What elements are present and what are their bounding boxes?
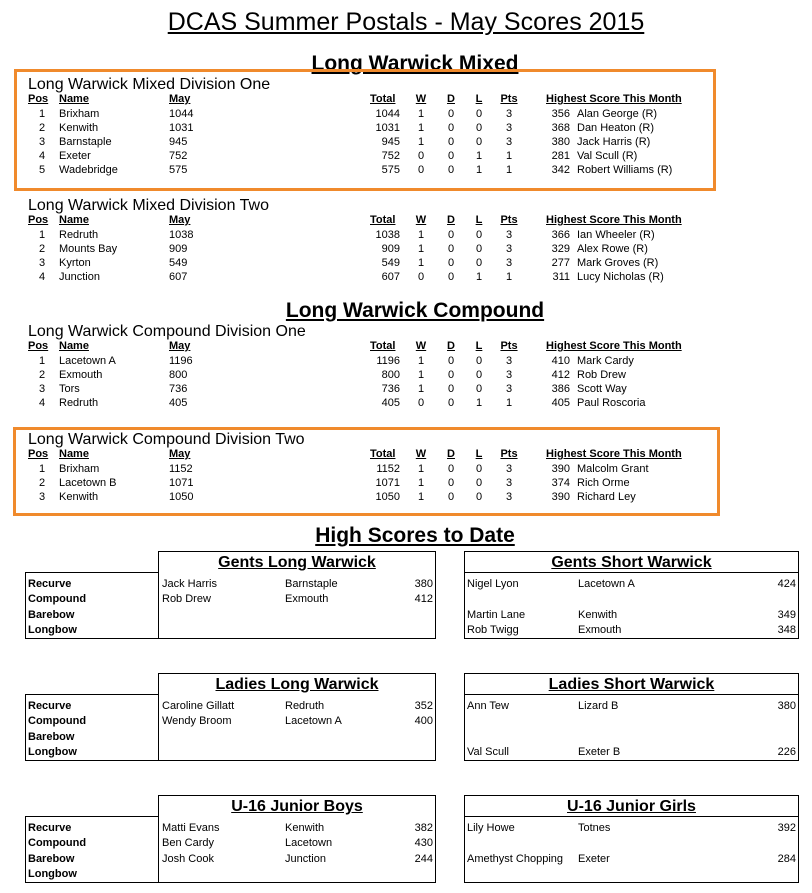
cell-l: 0 <box>475 369 483 381</box>
column-header-w: W <box>415 93 427 105</box>
cell-w: 1 <box>417 243 425 255</box>
division-title: Long Warwick Compound Division One <box>28 323 306 340</box>
bow-label: Compound <box>28 715 87 728</box>
cell-pts: 3 <box>505 491 513 503</box>
cell-w: 1 <box>417 369 425 381</box>
cell-total: 1152 <box>376 463 400 475</box>
cell-total: 736 <box>381 383 400 395</box>
division-table <box>0 76 812 186</box>
archer-score: 352 <box>414 700 433 712</box>
cell-hs: 281 <box>551 150 570 162</box>
column-header-name: Name <box>59 93 89 105</box>
cell-l: 0 <box>475 355 483 367</box>
cell-archer: Alex Rowe (R) <box>577 243 648 255</box>
cell-pts: 1 <box>505 397 513 409</box>
cell-pos: 3 <box>38 136 46 148</box>
archer-score: 400 <box>414 715 433 728</box>
panel-title: Ladies Long Warwick <box>215 676 379 693</box>
cell-l: 0 <box>475 463 483 475</box>
archer-score: 412 <box>414 593 433 606</box>
cell-name: Redruth <box>59 397 99 409</box>
bow-label: Recurve <box>28 700 72 712</box>
archer-score: 284 <box>777 852 796 865</box>
column-header-name: Name <box>59 448 89 460</box>
cell-month: 1050 <box>169 491 194 503</box>
cell-pts: 3 <box>505 463 513 475</box>
cell-name: Redruth <box>59 229 99 241</box>
cell-d: 0 <box>447 257 455 269</box>
cell-l: 1 <box>475 150 483 162</box>
high-score-panel-ladies-short <box>464 673 799 761</box>
column-header-highest: Highest Score This Month <box>546 448 682 460</box>
archer-score: 349 <box>777 608 796 621</box>
high-score-panel-gents-long <box>25 551 436 639</box>
cell-total: 909 <box>381 243 400 255</box>
cell-month: 1031 <box>169 122 194 134</box>
cell-archer: Ian Wheeler (R) <box>577 229 655 241</box>
cell-month: 752 <box>169 150 188 162</box>
archer-score: 430 <box>414 837 433 850</box>
cell-hs: 342 <box>551 164 570 176</box>
column-header-pts: Pts <box>500 93 518 105</box>
cell-w: 1 <box>417 122 425 134</box>
cell-pts: 1 <box>505 271 513 283</box>
cell-pos: 4 <box>38 150 46 162</box>
archer-name: Caroline Gillatt <box>162 700 235 712</box>
panel-divider <box>464 694 799 695</box>
archer-score: 424 <box>777 578 796 590</box>
column-header-d: D <box>447 93 455 105</box>
cell-pos: 2 <box>38 369 46 381</box>
archer-club: Totnes <box>578 822 611 834</box>
column-header-l: L <box>475 340 483 352</box>
cell-total: 1044 <box>375 108 400 120</box>
cell-d: 0 <box>447 397 455 409</box>
cell-pos: 2 <box>38 477 46 489</box>
column-header-pts: Pts <box>500 448 518 460</box>
cell-name: Exmouth <box>59 369 103 381</box>
cell-l: 0 <box>475 257 483 269</box>
archer-club: Barnstaple <box>285 578 338 590</box>
column-header-total: Total <box>370 93 396 105</box>
cell-month: 736 <box>169 383 188 395</box>
section-heading-mixed: Long Warwick Mixed <box>311 52 519 75</box>
cell-l: 0 <box>475 491 483 503</box>
cell-name: Wadebridge <box>59 164 118 176</box>
column-header-l: L <box>475 93 483 105</box>
cell-month: 1152 <box>169 463 193 475</box>
archer-name: Wendy Broom <box>162 715 232 728</box>
cell-w: 1 <box>417 229 425 241</box>
bow-label: Longbow <box>28 623 77 636</box>
cell-d: 0 <box>447 150 455 162</box>
cell-pos: 3 <box>38 491 46 503</box>
cell-total: 752 <box>381 150 400 162</box>
cell-d: 0 <box>447 271 455 283</box>
cell-pts: 1 <box>505 164 513 176</box>
cell-l: 0 <box>475 122 483 134</box>
cell-archer: Mark Cardy <box>577 355 634 367</box>
cell-l: 0 <box>475 136 483 148</box>
cell-pos: 4 <box>38 271 46 283</box>
cell-pos: 3 <box>38 383 46 395</box>
cell-d: 0 <box>447 383 455 395</box>
archer-name: Lily Howe <box>467 822 515 834</box>
column-header-pos: Pos <box>28 340 49 352</box>
division-title: Long Warwick Mixed Division One <box>28 76 271 93</box>
cell-pts: 3 <box>505 383 513 395</box>
cell-d: 0 <box>447 369 455 381</box>
cell-pos: 1 <box>38 463 46 475</box>
cell-l: 1 <box>475 397 483 409</box>
cell-hs: 410 <box>551 355 570 367</box>
archer-name: Amethyst Chopping <box>467 852 563 865</box>
archer-name: Nigel Lyon <box>467 578 519 590</box>
archer-club: Kenwith <box>285 822 325 834</box>
cell-w: 0 <box>417 271 425 283</box>
bow-label: Compound <box>28 837 87 850</box>
cell-month: 1038 <box>169 229 194 241</box>
cell-pts: 3 <box>505 122 513 134</box>
archer-name: Rob Twigg <box>467 623 519 636</box>
archer-name: Ann Tew <box>467 700 509 712</box>
archer-club: Lacetown A <box>578 578 635 590</box>
cell-month: 1196 <box>169 355 193 367</box>
cell-month: 405 <box>169 397 188 409</box>
cell-archer: Rich Orme <box>577 477 630 489</box>
cell-month: 1071 <box>169 477 194 489</box>
cell-pts: 3 <box>505 136 513 148</box>
column-header-d: D <box>447 214 455 226</box>
panel-title: Ladies Short Warwick <box>548 676 715 693</box>
cell-pts: 3 <box>505 108 513 120</box>
cell-w: 1 <box>417 383 425 395</box>
high-score-panel-ladies-long <box>25 673 436 761</box>
cell-hs: 374 <box>551 477 570 489</box>
panel-title: U-16 Junior Girls <box>567 798 696 815</box>
cell-pos: 2 <box>38 243 46 255</box>
column-header-w: W <box>415 214 427 226</box>
cell-hs: 366 <box>551 229 570 241</box>
cell-w: 1 <box>417 257 425 269</box>
column-header-total: Total <box>370 214 396 226</box>
archer-club: Lacetown A <box>285 715 342 728</box>
archer-score: 348 <box>777 623 796 636</box>
cell-month: 607 <box>169 271 188 283</box>
cell-hs: 277 <box>551 257 570 269</box>
panel-divider <box>464 572 799 573</box>
cell-month: 549 <box>169 257 188 269</box>
cell-pos: 2 <box>38 122 46 134</box>
bow-label: Recurve <box>28 578 72 590</box>
division-table <box>0 431 812 511</box>
high-score-panel-junior-girls <box>464 795 799 883</box>
archer-score: 392 <box>777 822 796 834</box>
archer-club: Exmouth <box>285 593 329 606</box>
panel-title: U-16 Junior Boys <box>231 798 363 815</box>
column-header-total: Total <box>370 448 396 460</box>
panel-title: Gents Short Warwick <box>551 554 712 571</box>
column-header-month: May <box>169 93 191 105</box>
column-header-l: L <box>475 448 483 460</box>
division-table <box>0 323 812 413</box>
cell-name: Tors <box>59 383 80 395</box>
column-header-pos: Pos <box>28 448 49 460</box>
cell-total: 1196 <box>376 355 400 367</box>
column-header-d: D <box>447 448 455 460</box>
archer-club: Exeter <box>578 852 610 865</box>
cell-archer: Val Scull (R) <box>577 150 638 162</box>
bow-label: Barebow <box>28 608 75 621</box>
column-header-month: May <box>169 340 191 352</box>
cell-archer: Alan George (R) <box>577 108 658 120</box>
panel-title: Gents Long Warwick <box>218 554 376 571</box>
cell-month: 1044 <box>169 108 194 120</box>
cell-month: 909 <box>169 243 188 255</box>
cell-name: Exeter <box>59 150 91 162</box>
bow-label: Longbow <box>28 745 77 758</box>
cell-pts: 1 <box>505 150 513 162</box>
page-title: DCAS Summer Postals - May Scores 2015 <box>167 8 645 36</box>
cell-name: Junction <box>59 271 100 283</box>
archer-name: Matti Evans <box>162 822 220 834</box>
archer-name: Ben Cardy <box>162 837 214 850</box>
cell-pts: 3 <box>505 229 513 241</box>
cell-archer: Scott Way <box>577 383 627 395</box>
cell-w: 1 <box>417 491 425 503</box>
column-header-highest: Highest Score This Month <box>546 340 682 352</box>
cell-pos: 4 <box>38 397 46 409</box>
cell-d: 0 <box>447 229 455 241</box>
column-header-w: W <box>415 340 427 352</box>
archer-name: Martin Lane <box>467 608 526 621</box>
cell-l: 1 <box>475 271 483 283</box>
cell-total: 1031 <box>375 122 400 134</box>
cell-w: 1 <box>417 136 425 148</box>
column-header-name: Name <box>59 340 89 352</box>
cell-l: 0 <box>475 477 483 489</box>
cell-w: 0 <box>417 164 425 176</box>
cell-hs: 390 <box>551 463 570 475</box>
bow-label: Barebow <box>28 730 75 743</box>
section-heading-high-scores: High Scores to Date <box>315 524 515 547</box>
column-header-w: W <box>415 448 427 460</box>
cell-total: 607 <box>381 271 400 283</box>
cell-hs: 311 <box>552 271 570 283</box>
archer-score: 244 <box>414 852 433 865</box>
cell-d: 0 <box>447 463 455 475</box>
cell-d: 0 <box>447 136 455 148</box>
column-header-month: May <box>169 448 191 460</box>
archer-club: Junction <box>285 852 326 865</box>
archer-club: Kenwith <box>578 608 618 621</box>
division-title: Long Warwick Mixed Division Two <box>28 197 269 214</box>
cell-name: Kenwith <box>59 122 99 134</box>
column-header-l: L <box>475 214 483 226</box>
archer-club: Exmouth <box>578 623 622 636</box>
cell-month: 945 <box>169 136 188 148</box>
cell-total: 945 <box>381 136 400 148</box>
cell-d: 0 <box>447 164 455 176</box>
cell-pts: 3 <box>505 477 513 489</box>
cell-total: 1038 <box>375 229 400 241</box>
bow-label: Recurve <box>28 822 72 834</box>
cell-hs: 380 <box>551 136 570 148</box>
column-header-pos: Pos <box>28 214 49 226</box>
cell-hs: 412 <box>551 369 570 381</box>
archer-score: 226 <box>777 745 796 758</box>
cell-d: 0 <box>447 243 455 255</box>
cell-w: 1 <box>417 355 425 367</box>
archer-club: Lacetown <box>285 837 333 850</box>
archer-club: Redruth <box>285 700 325 712</box>
cell-pts: 3 <box>505 243 513 255</box>
archer-name: Jack Harris <box>162 578 218 590</box>
cell-pos: 1 <box>38 229 46 241</box>
cell-archer: Robert Williams (R) <box>577 164 673 176</box>
cell-hs: 368 <box>551 122 570 134</box>
cell-month: 800 <box>169 369 188 381</box>
column-header-pts: Pts <box>500 340 518 352</box>
cell-pos: 1 <box>38 108 46 120</box>
cell-d: 0 <box>447 491 455 503</box>
cell-total: 1050 <box>375 491 400 503</box>
cell-pts: 3 <box>505 369 513 381</box>
archer-name: Josh Cook <box>162 852 214 865</box>
cell-d: 0 <box>447 108 455 120</box>
cell-archer: Rob Drew <box>577 369 626 381</box>
cell-month: 575 <box>169 164 188 176</box>
cell-l: 0 <box>475 229 483 241</box>
cell-total: 575 <box>381 164 400 176</box>
cell-w: 1 <box>417 477 425 489</box>
cell-name: Kenwith <box>59 491 99 503</box>
cell-pos: 1 <box>38 355 46 367</box>
column-header-name: Name <box>59 214 89 226</box>
cell-name: Brixham <box>59 108 100 120</box>
bow-label: Barebow <box>28 852 75 865</box>
cell-pts: 3 <box>505 257 513 269</box>
column-header-highest: Highest Score This Month <box>546 93 682 105</box>
cell-archer: Dan Heaton (R) <box>577 122 655 134</box>
panel-divider <box>464 816 799 817</box>
division-table <box>0 197 812 287</box>
cell-name: Kyrton <box>59 257 91 269</box>
section-heading-compound: Long Warwick Compound <box>285 299 545 322</box>
cell-archer: Mark Groves (R) <box>577 257 659 269</box>
cell-archer: Malcolm Grant <box>577 463 649 475</box>
cell-l: 0 <box>475 383 483 395</box>
cell-archer: Lucy Nicholas (R) <box>577 271 664 283</box>
cell-l: 0 <box>475 243 483 255</box>
cell-archer: Jack Harris (R) <box>577 136 651 148</box>
cell-w: 1 <box>417 108 425 120</box>
cell-name: Lacetown B <box>59 477 117 489</box>
cell-d: 0 <box>447 122 455 134</box>
column-header-pts: Pts <box>500 214 518 226</box>
cell-w: 0 <box>417 397 425 409</box>
cell-total: 800 <box>381 369 400 381</box>
cell-w: 1 <box>417 463 425 475</box>
column-header-highest: Highest Score This Month <box>546 214 682 226</box>
bow-label: Longbow <box>28 867 77 880</box>
cell-total: 549 <box>381 257 400 269</box>
archer-club: Exeter B <box>578 745 621 758</box>
cell-archer: Richard Ley <box>577 491 636 503</box>
archer-club: Lizard B <box>578 700 619 712</box>
archer-score: 380 <box>777 700 796 712</box>
cell-l: 0 <box>475 108 483 120</box>
high-score-panel-gents-short <box>464 551 799 639</box>
cell-total: 405 <box>381 397 400 409</box>
cell-hs: 405 <box>551 397 570 409</box>
archer-score: 380 <box>414 578 433 590</box>
cell-pos: 3 <box>38 257 46 269</box>
cell-name: Barnstaple <box>59 136 112 148</box>
cell-hs: 356 <box>551 108 570 120</box>
archer-score: 382 <box>414 822 433 834</box>
cell-total: 1071 <box>375 477 400 489</box>
column-header-d: D <box>447 340 455 352</box>
archer-name: Val Scull <box>467 745 509 758</box>
division-title: Long Warwick Compound Division Two <box>28 431 305 448</box>
bow-label: Compound <box>28 593 87 606</box>
column-header-total: Total <box>370 340 396 352</box>
cell-archer: Paul Roscoria <box>577 397 646 409</box>
cell-d: 0 <box>447 355 455 367</box>
cell-hs: 329 <box>551 243 570 255</box>
cell-w: 0 <box>417 150 425 162</box>
cell-pos: 5 <box>38 164 46 176</box>
cell-hs: 386 <box>551 383 570 395</box>
cell-name: Brixham <box>59 463 100 475</box>
cell-name: Mounts Bay <box>59 243 118 255</box>
high-score-panel-junior-boys <box>25 795 436 883</box>
cell-l: 1 <box>475 164 483 176</box>
column-header-month: May <box>169 214 191 226</box>
cell-d: 0 <box>447 477 455 489</box>
cell-pts: 3 <box>505 355 513 367</box>
cell-name: Lacetown A <box>59 355 116 367</box>
column-header-pos: Pos <box>28 93 49 105</box>
archer-name: Rob Drew <box>162 593 211 606</box>
cell-hs: 390 <box>551 491 570 503</box>
